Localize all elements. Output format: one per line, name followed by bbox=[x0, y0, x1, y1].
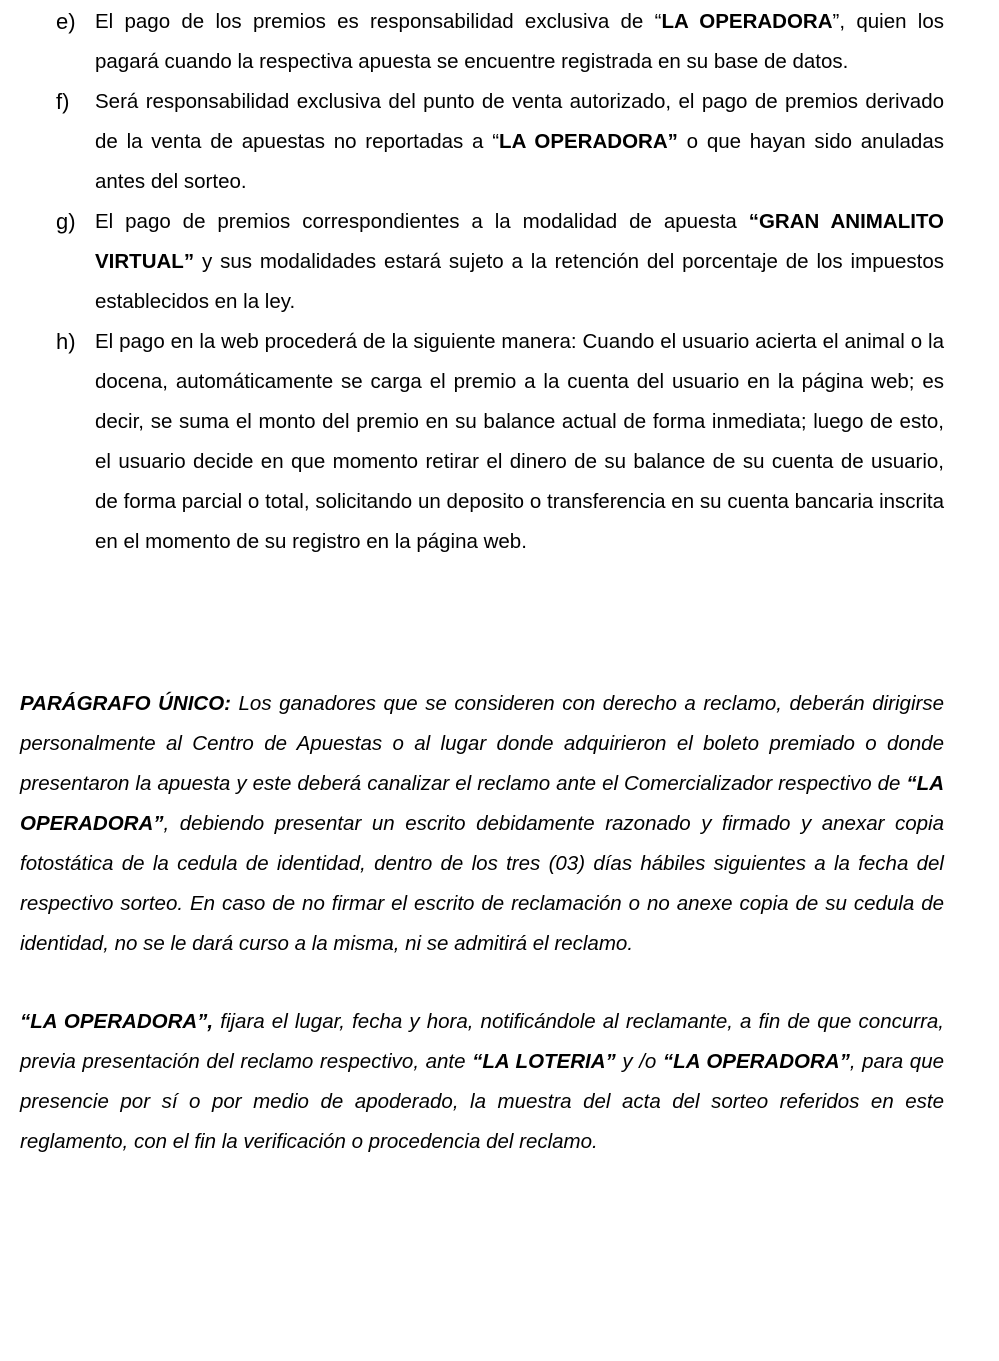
list-item-letter: e) bbox=[56, 9, 76, 34]
list-item-letter: g) bbox=[56, 209, 76, 234]
list-item-letter: f) bbox=[56, 89, 70, 114]
paragrafo-unico: PARÁGRAFO ÚNICO: Los ganadores que se consideren con derecho a reclamo, deberán dirigirse personalmente al Centro de Apuestas o al lugar donde adquirieron el boleto premiado o donde presentaron la apuesta y este deberá canalizar el reclamo ante el Comercializador respectivo de “LA OPERADORA”, debiendo presentar un escrito debidamente razonado y firmado y anexar copia fotostática de la cedula de identidad, dentro de los tres (03) días hábiles siguientes a la fecha del respectivo sorteo. En caso de no firmar el escrito de reclamación o no anexe copia de su cedula de identidad, no se le dará curso a la misma, ni se admitirá el reclamo. bbox=[20, 692, 944, 955]
list-item-text: Será responsabilidad exclusiva del punto de venta autorizado, el pago de premios derivado de la venta de apuestas no reportadas a “LA OPERADORA” o que hayan sido anuladas antes del sorteo. bbox=[95, 90, 944, 193]
list-item-e bbox=[56, 2, 944, 82]
list-item-letter: h) bbox=[56, 329, 76, 354]
list-item-g bbox=[56, 202, 944, 322]
list-item-h bbox=[56, 322, 944, 562]
list-item-text: El pago de premios correspondientes a la modalidad de apuesta “GRAN ANIMALITO VIRTUAL” y sus modalidades estará sujeto a la retención del porcentaje de los impuestos establecidos en la ley. bbox=[95, 210, 945, 313]
prize-rules-list bbox=[56, 2, 944, 562]
list-item-text: El pago en la web procederá de la siguiente manera: Cuando el usuario acierta el animal o la docena, automáticamente se carga el premio a la cuenta del usuario en la página web; es decir, se suma el monto del premio en su balance actual de forma inmediata; luego de esto, el usuario decide en que momento retirar el dinero de su balance de su cuenta de usuario, de forma parcial o total, solicitando un deposito o transferencia en su cuenta bancaria inscrita en el momento de su registro en la página web. bbox=[95, 330, 944, 553]
closing-paragraph: “LA OPERADORA”, fijara el lugar, fecha y hora, notificándole al reclamante, a fin de que concurra, previa presentación del reclamo respectivo, ante “LA LOTERIA” y /o “LA OPERADORA”, para que presencie por sí o por medio de apoderado, la muestra del acta del sorteo referidos en este reglamento, con el fin la verificación o procedencia del reclamo. bbox=[20, 1010, 944, 1153]
paragrafo-heading: PARÁGRAFO ÚNICO: bbox=[20, 692, 231, 715]
list-item-text: El pago de los premios es responsabilidad exclusiva de “LA OPERADORA”, quien los pagará cuando la respectiva apuesta se encuentre registrada en su base de datos. bbox=[95, 10, 944, 73]
list-item-f bbox=[56, 82, 944, 202]
